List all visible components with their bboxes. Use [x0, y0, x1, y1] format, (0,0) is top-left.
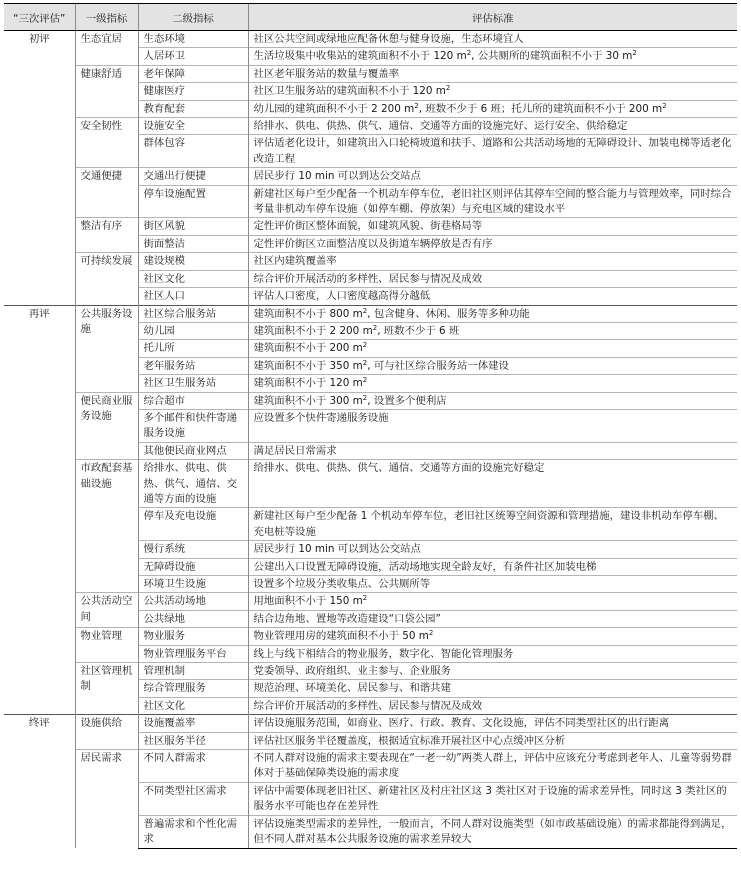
evaluation-standard: 评估社区服务半径覆盖度，根据适宜标准开展社区中心点缓冲区分析	[248, 732, 737, 749]
evaluation-standard: 生活垃圾集中收集站的建筑面积不小于 120 $m^2$, 公共厕所的建筑面积不小于 30 $m^2$	[248, 48, 737, 65]
primary-indicator: 安全韧性	[75, 118, 138, 168]
header-primary-indicator: 一级指标	[75, 4, 138, 31]
evaluation-standard: 社区老年服务站的数量与覆盖率	[248, 65, 737, 82]
table-row	[4, 392, 737, 409]
secondary-indicator: 社区文化	[138, 270, 248, 287]
table-row	[4, 663, 737, 680]
evaluation-standard: 建筑面积不小于 350 $m^2$, 可与社区综合服务站一体建设	[248, 357, 737, 374]
secondary-indicator: 不同人群需求	[138, 750, 248, 783]
evaluation-standard: 居民步行 10 min 可以到达公交站点	[248, 541, 737, 558]
evaluation-standard: 社区卫生服务站的建筑面积不小于 120 $m^2$	[248, 83, 737, 100]
table-row	[4, 305, 737, 322]
secondary-indicator: 公共绿地	[138, 610, 248, 627]
secondary-indicator: 社区文化	[138, 697, 248, 714]
evaluation-standard: 规范治理、环境美化、居民参与、和谐共建	[248, 680, 737, 697]
table-body	[4, 31, 737, 849]
evaluation-standard: 党委领导、政府组织、业主参与、企业服务	[248, 663, 737, 680]
table-row	[4, 218, 737, 235]
secondary-indicator: 管理机制	[138, 663, 248, 680]
evaluation-standard: 评估人口密度，人口密度越高得分越低	[248, 288, 737, 305]
secondary-indicator: 环境卫生设施	[138, 576, 248, 593]
evaluation-standard: 社区公共空间或绿地应配备休憩与健身设施，生态环境宜人	[248, 31, 737, 48]
primary-indicator: 可持续发展	[75, 253, 138, 305]
evaluation-standard: 线上与线下相结合的物业服务，数字化、智能化管理服务	[248, 645, 737, 662]
evaluation-standard: 综合评价开展活动的多样性、居民参与情况及成效	[248, 270, 737, 287]
evaluation-table	[4, 3, 737, 849]
evaluation-standard: 评估适老化设计，如建筑出入口轮椅坡道和扶手、道路和公共活动场地的无障碍设计、加装电梯等适老化改造工程	[248, 135, 737, 168]
evaluation-standard: 评估中需要体现老旧社区、新建社区及村庄社区这 3 类社区对于设施的需求差异性，同时这 3 类社区的服务水平可能也存在差异性	[248, 782, 737, 815]
primary-indicator: 交通便捷	[75, 168, 138, 218]
primary-indicator: 整洁有序	[75, 218, 138, 253]
primary-indicator: 便民商业服务设施	[75, 392, 138, 460]
secondary-indicator: 社区综合服务站	[138, 305, 248, 322]
evaluation-standard: 建筑面积不小于 800 $m^2$, 包含健身、休闲、服务等多种功能	[248, 305, 737, 322]
table-row	[4, 118, 737, 135]
evaluation-standard: 满足居民日常需求	[248, 442, 737, 459]
secondary-indicator: 不同类型社区需求	[138, 782, 248, 815]
secondary-indicator: 托儿所	[138, 340, 248, 357]
evaluation-standard: 评估设施类型需求的差异性，一般而言，不同人群对设施类型（如市政基础设施）的需求都能得到满足，但不同人群对基本公共服务设施的需求差异较大	[248, 815, 737, 848]
evaluation-standard: 给排水、供电、供热、供气、通信、交通等方面的设施完好、运行安全、供给稳定	[248, 118, 737, 135]
secondary-indicator: 人居环卫	[138, 48, 248, 65]
table-row	[4, 460, 737, 508]
stage-label: 终评	[4, 715, 75, 848]
header-row	[4, 4, 737, 31]
secondary-indicator: 街面整洁	[138, 235, 248, 252]
secondary-indicator: 健康医疗	[138, 83, 248, 100]
evaluation-standard: 定性评价街区立面整洁度以及街道车辆停放是否有序	[248, 235, 737, 252]
secondary-indicator: 社区服务半径	[138, 732, 248, 749]
evaluation-standard: 应设置多个快件寄递服务设施	[248, 409, 737, 442]
primary-indicator: 公共服务设施	[75, 305, 138, 392]
table-row	[4, 715, 737, 732]
secondary-indicator: 物业管理服务平台	[138, 645, 248, 662]
evaluation-standard: 建筑面积不小于 200 $m^2$	[248, 340, 737, 357]
evaluation-standard: 给排水、供电、供热、供气、通信、交通等方面的设施完好稳定	[248, 460, 737, 508]
primary-indicator: 公共活动空间	[75, 593, 138, 628]
secondary-indicator: 交通出行便捷	[138, 168, 248, 185]
secondary-indicator: 公共活动场地	[138, 593, 248, 610]
secondary-indicator: 设施覆盖率	[138, 715, 248, 732]
header-standard: 评估标准	[248, 4, 737, 31]
secondary-indicator: 停车设施配置	[138, 185, 248, 218]
table-row	[4, 31, 737, 48]
secondary-indicator: 教育配套	[138, 100, 248, 117]
primary-indicator: 设施供给	[75, 715, 138, 750]
evaluation-standard: 评估设施服务范围，如商业、医疗、行政、教育、文化设施，评估不同类型社区的出行距离	[248, 715, 737, 732]
evaluation-standard: 社区内建筑覆盖率	[248, 253, 737, 270]
table-row	[4, 750, 737, 783]
primary-indicator: 生态宜居	[75, 31, 138, 66]
evaluation-standard: 不同人群对设施的需求主要表现在“一老一幼”两类人群上，评估中应该充分考虑到老年人、儿童等弱势群体对于基础保障类设施的需求度	[248, 750, 737, 783]
header-secondary-indicator: 二级指标	[138, 4, 248, 31]
stage-label: 初评	[4, 31, 75, 306]
secondary-indicator: 社区人口	[138, 288, 248, 305]
evaluation-standard: 物业管理用房的建筑面积不小于 50 $m^2$	[248, 628, 737, 645]
secondary-indicator: 物业服务	[138, 628, 248, 645]
primary-indicator: 市政配套基础设施	[75, 460, 138, 593]
primary-indicator: 居民需求	[75, 750, 138, 848]
table-row	[4, 628, 737, 645]
evaluation-standard: 新建社区每户至少配备一个机动车停车位，老旧社区则评估其停车空间的整合能力与管理效率，同时综合考量非机动车停车设施（如停车棚、停放架）与充电区域的建设水平	[248, 185, 737, 218]
evaluation-standard: 建筑面积不小于 120 $m^2$	[248, 375, 737, 392]
stage-label: 再评	[4, 305, 75, 715]
secondary-indicator: 生态环境	[138, 31, 248, 48]
evaluation-standard: 综合评价开展活动的多样性、居民参与情况及成效	[248, 697, 737, 714]
evaluation-standard: 公建出入口设置无障碍设施，活动场地实现全龄友好，有条件社区加装电梯	[248, 558, 737, 575]
secondary-indicator: 建设规模	[138, 253, 248, 270]
table-row	[4, 593, 737, 610]
table-row	[4, 253, 737, 270]
primary-indicator: 健康舒适	[75, 65, 138, 117]
evaluation-standard: 建筑面积不小于 300 $m^2$, 设置多个便利店	[248, 392, 737, 409]
evaluation-standard: 设置多个垃圾分类收集点、公共厕所等	[248, 576, 737, 593]
evaluation-standard: 定性评价街区整体面貌，如建筑风貌、街巷格局等	[248, 218, 737, 235]
secondary-indicator: 老年保障	[138, 65, 248, 82]
secondary-indicator: 群体包容	[138, 135, 248, 168]
secondary-indicator: 街区风貌	[138, 218, 248, 235]
secondary-indicator: 普遍需求和个性化需求	[138, 815, 248, 848]
evaluation-standard: 建筑面积不小于 2 200 $m^2$, 班数不少于 6 班	[248, 322, 737, 339]
primary-indicator: 社区管理机制	[75, 663, 138, 715]
evaluation-standard: 用地面积不小于 150 $m^2$	[248, 593, 737, 610]
secondary-indicator: 其他便民商业网点	[138, 442, 248, 459]
evaluation-standard: 幼儿园的建筑面积不小于 2 200 $m^2$, 班数不少于 6 班；托儿所的建筑面积不小于 200 $m^2$	[248, 100, 737, 117]
secondary-indicator: 综合超市	[138, 392, 248, 409]
secondary-indicator: 多个邮件和快件寄递服务设施	[138, 409, 248, 442]
secondary-indicator: 慢行系统	[138, 541, 248, 558]
table-row	[4, 65, 737, 82]
primary-indicator: 物业管理	[75, 628, 138, 663]
header-stage: “三次评估”	[4, 4, 75, 31]
secondary-indicator: 社区卫生服务站	[138, 375, 248, 392]
evaluation-standard: 新建社区每户至少配备 1 个机动车停车位，老旧社区统筹空间资源和管理措施，建设非机动车停车棚、充电桩等设施	[248, 508, 737, 541]
secondary-indicator: 老年服务站	[138, 357, 248, 374]
secondary-indicator: 无障碍设施	[138, 558, 248, 575]
table-row	[4, 168, 737, 185]
secondary-indicator: 综合管理服务	[138, 680, 248, 697]
secondary-indicator: 幼儿园	[138, 322, 248, 339]
evaluation-standard: 居民步行 10 min 可以到达公交站点	[248, 168, 737, 185]
secondary-indicator: 停车及充电设施	[138, 508, 248, 541]
secondary-indicator: 给排水、供电、供热、供气、通信、交通等方面的设施	[138, 460, 248, 508]
secondary-indicator: 设施安全	[138, 118, 248, 135]
evaluation-standard: 结合边角地、置地等改造建设“口袋公园”	[248, 610, 737, 627]
